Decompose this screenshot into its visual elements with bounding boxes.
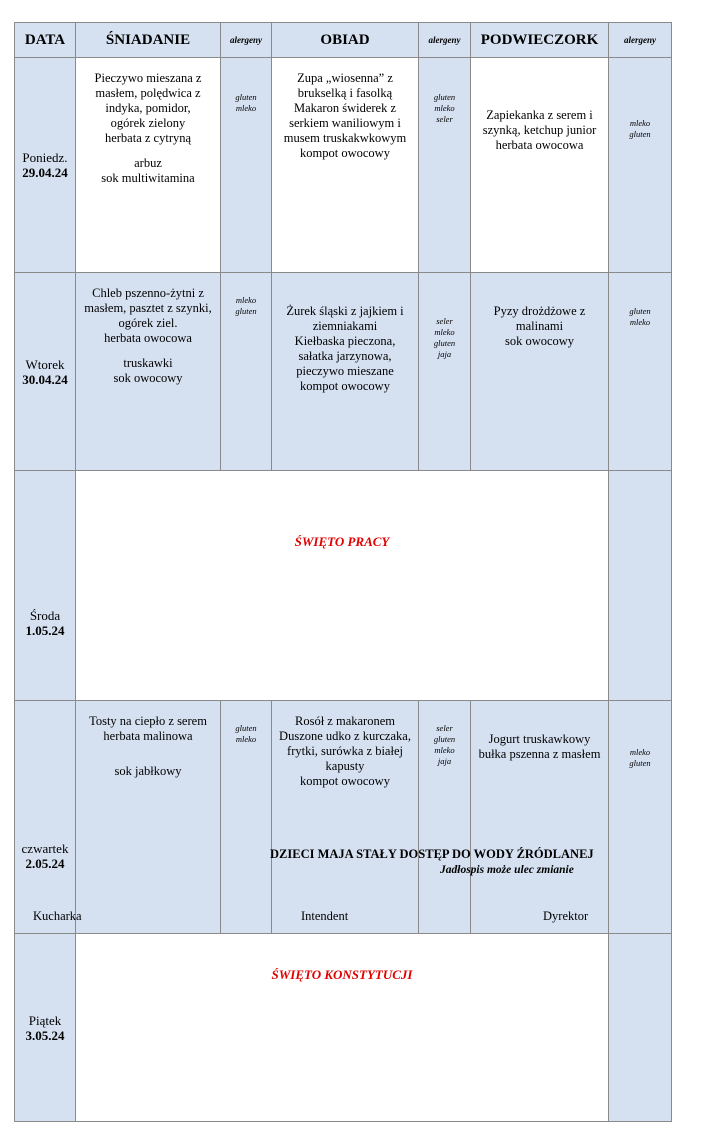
header-allergens-breakfast: alergeny — [221, 23, 272, 58]
header-lunch: OBIAD — [272, 23, 419, 58]
text-line: pieczywo mieszane — [296, 364, 394, 378]
day-name: czwartek — [21, 841, 69, 856]
text-line: mleko — [629, 317, 651, 327]
date-cell — [15, 471, 76, 701]
text-line: herbata owocowa — [495, 138, 584, 152]
header-allergens-lunch: alergeny — [419, 23, 471, 58]
text-line: Jogurt truskawkowy — [488, 732, 591, 746]
text-line: kompot owocowy — [300, 379, 390, 393]
date-cell — [15, 701, 76, 934]
text-line: gluten — [629, 306, 651, 316]
text-line: sok multiwitamina — [101, 171, 195, 185]
text-line: seler — [436, 114, 453, 124]
header-breakfast: ŚNIADANIE — [76, 23, 221, 58]
date-cell — [15, 58, 76, 273]
date-cell — [15, 273, 76, 471]
text-line: Zapiekanka z serem i — [486, 108, 593, 122]
text-line: arbuz — [134, 156, 162, 170]
text-line: mleko — [235, 295, 257, 305]
text-line: sok owocowy — [113, 371, 183, 385]
text-line: Kiełbaska pieczona, — [294, 334, 396, 348]
header-date: DATA — [15, 23, 76, 58]
text-line: ogórek zielony — [110, 116, 186, 130]
empty-allergens — [609, 934, 672, 1122]
text-line: gluten — [629, 758, 651, 768]
text-line: gluten — [433, 734, 456, 744]
text-line: Duszone udko z kurczaka, — [279, 729, 411, 743]
day-row-friday — [15, 934, 672, 1122]
text-line: jaja — [437, 349, 452, 359]
snack-allergens — [609, 701, 672, 934]
change-notice: Jadłospis może ulec zmianie — [440, 864, 574, 876]
text-line: mleko — [434, 327, 455, 337]
text-line: herbata z cytryną — [104, 131, 192, 145]
holiday-label: ŚWIĘTO PRACY — [76, 471, 609, 701]
snack-allergens — [609, 273, 672, 471]
snack-cell — [471, 701, 609, 934]
text-line: Chleb pszenno-żytni z — [92, 286, 204, 300]
signature-director: Dyrektor — [543, 909, 589, 923]
text-line: gluten — [235, 723, 257, 733]
text-line: gluten — [235, 92, 257, 102]
text-line: gluten — [235, 306, 257, 316]
text-line: mleko — [235, 734, 257, 744]
breakfast-cell — [76, 701, 221, 934]
text-line: mleko — [434, 745, 455, 755]
day-name: Środa — [29, 608, 61, 623]
day-row-thursday — [15, 701, 672, 934]
text-line: indyka, pomidor, — [105, 101, 191, 115]
text-line: Pyzy drożdżowe z — [493, 304, 586, 318]
lunch-allergens — [419, 701, 471, 934]
text-line: sok owocowy — [504, 334, 575, 348]
text-line: seler — [436, 723, 453, 733]
text-line: mleko — [434, 103, 455, 113]
breakfast-allergens — [221, 701, 272, 934]
menu-table — [14, 22, 672, 1122]
text-line: gluten — [433, 338, 456, 348]
breakfast-allergens — [221, 273, 272, 471]
text-line: kompot owocowy — [300, 146, 390, 160]
text-line: sok jabłkowy — [114, 764, 182, 778]
day-name: Wtorek — [25, 356, 65, 372]
signature-steward: Intendent — [301, 909, 349, 923]
day-row-monday — [15, 58, 672, 273]
date-cell — [15, 934, 76, 1122]
day-date: 1.05.24 — [25, 623, 65, 638]
text-line: ziemniakami — [312, 319, 378, 333]
text-line — [79, 754, 217, 764]
day-date: 3.05.24 — [25, 1027, 65, 1043]
text-line: Zupa „wiosenna” z — [297, 71, 393, 85]
snack-cell — [471, 58, 609, 273]
text-line: herbata malinowa — [103, 729, 193, 743]
lunch-cell — [272, 701, 419, 934]
header-allergens-snack: alergeny — [609, 23, 672, 58]
breakfast-allergens — [221, 58, 272, 273]
text-line: serkiem waniliowym i — [289, 116, 401, 130]
text-line: masłem, pasztet z szynki, — [84, 301, 212, 315]
day-name: Poniedz. — [22, 150, 68, 165]
snack-allergens — [609, 58, 672, 273]
text-line: mleko — [629, 747, 651, 757]
text-line: Żurek śląski z jajkiem i — [286, 304, 404, 318]
day-date: 29.04.24 — [22, 165, 68, 180]
text-line: kapusty — [325, 759, 365, 773]
text-line: seler — [436, 316, 453, 326]
text-line: Rosół z makaronem — [295, 714, 395, 728]
water-notice: DZIECI MAJA STAŁY DOSTĘP DO WODY ŹRÓDLANEJ — [270, 847, 594, 861]
text-line: jaja — [437, 756, 452, 766]
day-date: 2.05.24 — [25, 856, 65, 871]
day-row-wednesday — [15, 471, 672, 701]
day-date: 30.04.24 — [22, 371, 68, 387]
breakfast-cell — [76, 58, 221, 273]
text-line: mleko — [235, 103, 257, 113]
text-line: frytki, surówka z białej — [287, 744, 403, 758]
text-line: kompot owocowy — [300, 774, 390, 788]
text-line: musem truskakwkowym — [283, 131, 407, 145]
text-line: Makaron świderek z — [293, 101, 397, 115]
text-line: truskawki — [123, 356, 173, 370]
holiday-label: ŚWIĘTO KONSTYTUCJI — [76, 934, 609, 1122]
text-line: gluten — [629, 129, 651, 139]
text-line: gluten — [433, 92, 456, 102]
lunch-allergens — [419, 273, 471, 471]
text-line: Tosty na ciepło z serem — [89, 714, 207, 728]
text-line — [79, 346, 217, 356]
text-line: masłem, polędwica z — [95, 86, 201, 100]
day-name: Piątek — [28, 1012, 62, 1028]
snack-cell — [471, 273, 609, 471]
text-line: Pieczywo mieszana z — [94, 71, 202, 85]
day-row-tuesday — [15, 273, 672, 471]
text-line — [79, 146, 217, 156]
text-line: malinami — [515, 319, 564, 333]
signature-cook: Kucharka — [33, 909, 82, 923]
text-line — [79, 744, 217, 754]
header-snack: PODWIECZORK — [471, 23, 609, 58]
text-line: szynką, ketchup junior — [482, 123, 597, 137]
text-line: mleko — [629, 118, 651, 128]
header-row — [15, 23, 672, 58]
text-line: ogórek ziel. — [118, 316, 178, 330]
text-line: brukselką i fasolką — [297, 86, 393, 100]
empty-allergens — [609, 471, 672, 701]
text-line: sałatka jarzynowa, — [298, 349, 392, 363]
text-line: bułka pszenna z masłem — [478, 747, 601, 761]
text-line: herbata owocowa — [104, 331, 192, 345]
lunch-cell — [272, 273, 419, 471]
breakfast-cell — [76, 273, 221, 471]
lunch-allergens — [419, 58, 471, 273]
lunch-cell — [272, 58, 419, 273]
